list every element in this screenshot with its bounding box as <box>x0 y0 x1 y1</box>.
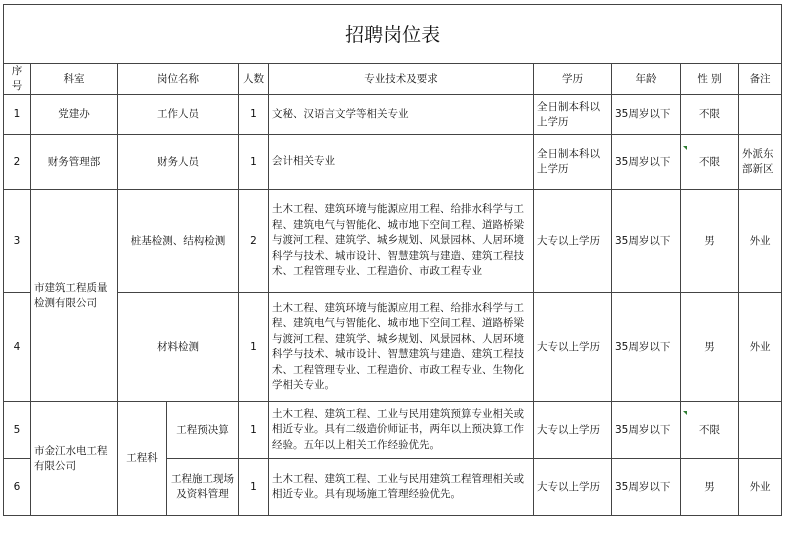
row-education: 大专以上学历 <box>534 190 612 293</box>
row-count: 1 <box>239 293 269 402</box>
header-position: 岗位名称 <box>118 64 239 95</box>
row-count: 1 <box>239 459 269 516</box>
recruitment-table <box>3 4 782 516</box>
cell-comment-marker <box>683 411 687 415</box>
row-gender: 不限 <box>681 402 739 459</box>
row-remarks: 外业 <box>739 293 782 402</box>
row-no: 4 <box>4 293 31 402</box>
row-gender: 不限 <box>681 95 739 135</box>
header-dept: 科室 <box>31 64 118 95</box>
row-remarks: 外业 <box>739 190 782 293</box>
row-age: 35周岁以下 <box>612 293 681 402</box>
table-row <box>4 190 782 293</box>
row-no: 5 <box>4 402 31 459</box>
row-remarks: 外派东部新区 <box>739 135 782 190</box>
header-education: 学历 <box>534 64 612 95</box>
row-no: 3 <box>4 190 31 293</box>
row-education: 大专以上学历 <box>534 402 612 459</box>
row-gender: 男 <box>681 459 739 516</box>
row-education: 大专以上学历 <box>534 459 612 516</box>
row-count: 2 <box>239 190 269 293</box>
header-count: 人数 <box>239 64 269 95</box>
row-position: 工程施工现场及资料管理 <box>167 459 239 516</box>
row-position: 工程预决算 <box>167 402 239 459</box>
table-row <box>4 293 782 402</box>
cell-comment-marker <box>683 146 687 150</box>
row-requirements: 土木工程、建筑环境与能源应用工程、给排水科学与工程、建筑电气与智能化、城市地下空间工程、道路桥梁与渡河工程、建筑学、城乡规划、风景园林、人居环境科学与技术、城市设计、智慧建筑与建造、建筑工程技术、工程管理专业、工程造价、市政工程专业、生物化学相关专业。 <box>269 293 534 402</box>
dept-engineering-section: 工程科 <box>118 402 167 516</box>
row-age: 35周岁以下 <box>612 459 681 516</box>
page-title: 招聘岗位表 <box>4 5 782 64</box>
table-row <box>4 402 782 459</box>
row-requirements: 土木工程、建筑工程、工业与民用建筑工程管理相关或相近专业。具有现场施工管理经验优先。 <box>269 459 534 516</box>
row-gender: 不限 <box>681 135 739 190</box>
row-no: 2 <box>4 135 31 190</box>
row-requirements: 土木工程、建筑工程、工业与民用建筑预算专业相关或相近专业。具有二级造价师证书，两年以上预决算工作经验。五年以上相关工作经验优先。 <box>269 402 534 459</box>
header-age: 年龄 <box>612 64 681 95</box>
row-age: 35周岁以下 <box>612 190 681 293</box>
header-remarks: 备注 <box>739 64 782 95</box>
row-education: 大专以上学历 <box>534 293 612 402</box>
row-no: 1 <box>4 95 31 135</box>
header-gender: 性 别 <box>681 64 739 95</box>
row-requirements: 土木工程、建筑环境与能源应用工程、给排水科学与工程、建筑电气与智能化、城市地下空间工程、道路桥梁与渡河工程、建筑学、城乡规划、风景园林、人居环境科学与技术、城市设计、智慧建筑与建造、建筑工程技术、工程管理专业、工程造价、市政工程专业 <box>269 190 534 293</box>
header-requirements: 专业技术及要求 <box>269 64 534 95</box>
table-row <box>4 95 782 135</box>
row-education: 全日制本科以上学历 <box>534 95 612 135</box>
row-count: 1 <box>239 402 269 459</box>
row-dept: 财务管理部 <box>31 135 118 190</box>
header-no: 序号 <box>4 64 31 95</box>
row-age: 35周岁以下 <box>612 95 681 135</box>
row-position: 材料检测 <box>118 293 239 402</box>
row-no: 6 <box>4 459 31 516</box>
row-gender: 男 <box>681 190 739 293</box>
row-position: 财务人员 <box>118 135 239 190</box>
row-remarks: 外业 <box>739 459 782 516</box>
row-age: 35周岁以下 <box>612 135 681 190</box>
row-education: 全日制本科以上学历 <box>534 135 612 190</box>
row-gender: 男 <box>681 293 739 402</box>
row-requirements: 文秘、汉语言文学等相关专业 <box>269 95 534 135</box>
table-row <box>4 135 782 190</box>
row-count: 1 <box>239 135 269 190</box>
row-age: 35周岁以下 <box>612 402 681 459</box>
header-row <box>4 64 782 95</box>
row-remarks <box>739 95 782 135</box>
row-count: 1 <box>239 95 269 135</box>
dept-jinjiang-company: 市金江水电工程有限公司 <box>31 402 118 516</box>
dept-quality-company: 市建筑工程质量检测有限公司 <box>31 190 118 402</box>
row-position: 工作人员 <box>118 95 239 135</box>
row-dept: 党建办 <box>31 95 118 135</box>
row-position: 桩基检测、结构检测 <box>118 190 239 293</box>
row-requirements: 会计相关专业 <box>269 135 534 190</box>
row-remarks <box>739 402 782 459</box>
